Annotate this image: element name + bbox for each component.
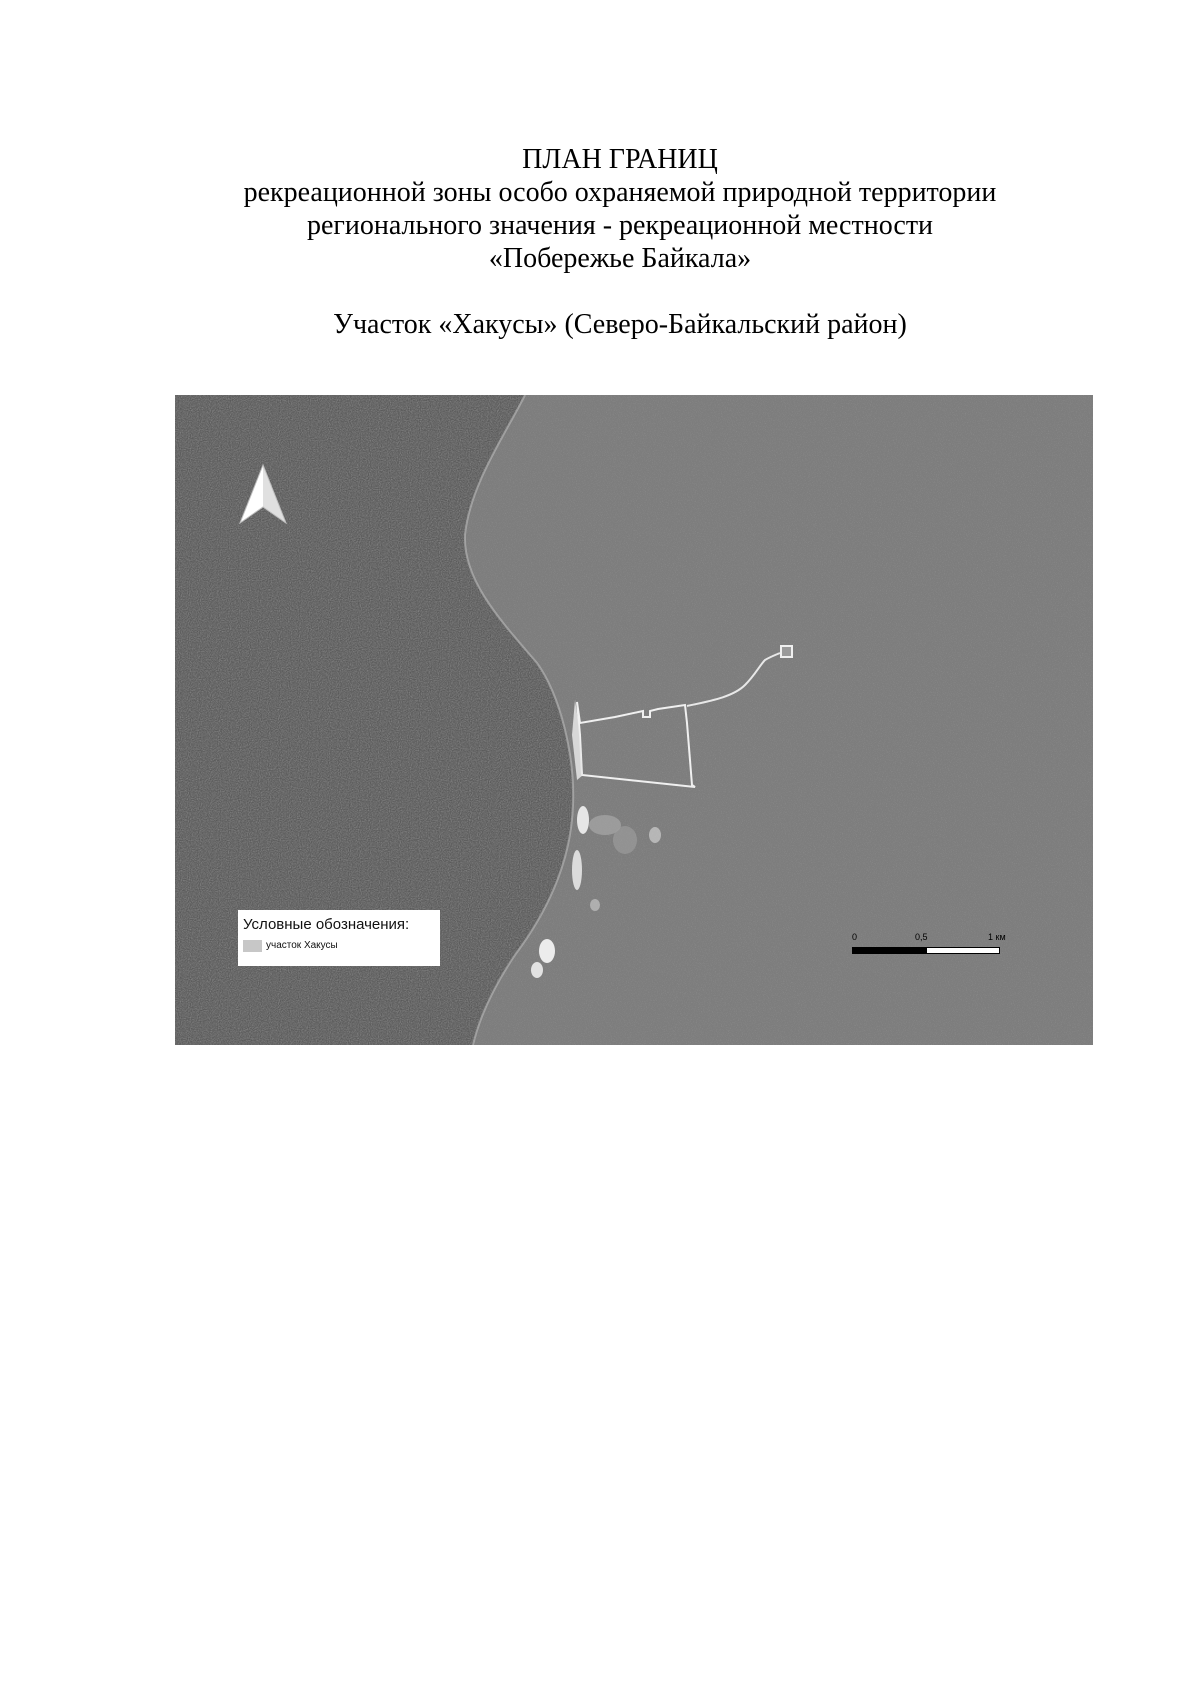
shore-sand [613, 826, 637, 854]
document-subtitle: Участок «Хакусы» (Северо-Байкальский район) [333, 309, 907, 340]
document-title-block [0, 143, 1200, 275]
legend-title: Условные обозначения: [243, 916, 410, 933]
title-line-3: регионального значения - рекреационной местности [306, 210, 934, 241]
title-line-2: рекреационной зоны особо охраняемой природной территории [243, 177, 997, 208]
map-legend [238, 910, 440, 966]
title-line-1: ПЛАН ГРАНИЦ [522, 144, 718, 175]
legend-item-label: участок Хакусы [266, 940, 338, 951]
shore-sand [649, 827, 661, 843]
map-image [175, 395, 1093, 1045]
scale-segment-white [926, 947, 1000, 954]
shore-sand [572, 850, 582, 890]
shore-sand [531, 962, 543, 978]
shore-sand [539, 939, 555, 963]
scale-segment-black [852, 947, 926, 954]
remote-parcel [781, 646, 792, 657]
legend-item [243, 940, 440, 952]
shore-sand [590, 899, 600, 911]
title-line-4: «Побережье Байкала» [488, 243, 752, 274]
scale-label-1km: 1 км [988, 932, 1006, 942]
shore-sand [577, 806, 589, 834]
legend-swatch [243, 940, 262, 952]
scale-label-half: 0,5 [915, 932, 928, 942]
scale-label-0: 0 [852, 932, 858, 942]
scale-bar [852, 932, 1008, 962]
